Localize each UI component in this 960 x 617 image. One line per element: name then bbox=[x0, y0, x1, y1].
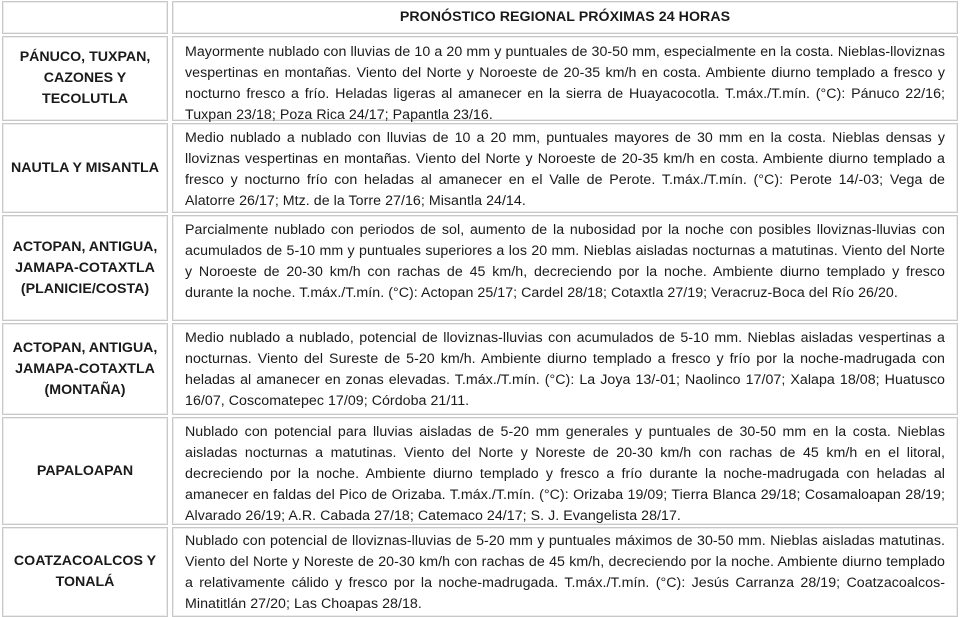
region-label: PAPALOAPAN bbox=[2, 417, 168, 525]
forecast-text: Mayormente nublado con lluvias de 10 a 20 mm y puntuales de 30-50 mm, especialmente en la costa. Nieblas-lloviznas vespertinas en montañas. Viento del Norte y Noroeste de 20-35 km/h en costa. Ambiente diurno templado a fresco y nocturno fresco a frío. Heladas ligeras al amanecer en la sierra de Huayacocotla. T.máx./T.mín. (°C): Pánuco 22/16; Tuxpan 23/18; Poza Rica 24/17; Papantla 23/16. bbox=[172, 36, 958, 121]
region-label: PÁNUCO, TUXPAN, CAZONES Y TECOLUTLA bbox=[2, 36, 168, 121]
region-label: COATZACOALCOS Y TONALÁ bbox=[2, 527, 168, 617]
header-region-cell bbox=[2, 1, 168, 34]
region-label: ACTOPAN, ANTIGUA, JAMAPA-COTAXTLA (PLANICIE/COSTA) bbox=[2, 215, 168, 321]
region-label: ACTOPAN, ANTIGUA, JAMAPA-COTAXTLA (MONTAÑA) bbox=[2, 323, 168, 415]
forecast-text: Nublado con potencial para lluvias aisladas de 5-20 mm generales y puntuales de 30-50 mm en la costa. Nieblas aisladas nocturnas a matutinas. Viento del Norte y Noreste de 20-30 km/h con rachas de 45 km/h en el litoral, decreciendo por la noche. Ambiente diurno templado y fresco a frío durante la noche-madrugada con heladas al amanecer en faldas del Pico de Orizaba. T.máx./T.mín. (°C): Orizaba 19/09; Tierra Blanca 29/18; Cosamaloapan 28/19; Alvarado 26/19; A.R. Cabada 27/18; Catemaco 24/17; S. J. Evangelista 28/17. bbox=[172, 417, 958, 525]
table-title: PRONÓSTICO REGIONAL PRÓXIMAS 24 HORAS bbox=[172, 1, 958, 34]
region-label: NAUTLA Y MISANTLA bbox=[2, 123, 168, 213]
forecast-text: Medio nublado a nublado con lluvias de 10 a 20 mm, puntuales mayores de 30 mm en la costa. Nieblas densas y lloviznas vespertinas en montañas. Viento del Norte y Noroeste de 20-35 km/h en costa. Ambiente diurno templado a fresco y nocturno frío con heladas al amanecer en el Valle de Perote. T.máx./T.mín. (°C): Perote 14/-03; Vega de Alatorre 26/17; Mtz. de la Torre 27/16; Misantla 24/14. bbox=[172, 123, 958, 213]
forecast-text: Parcialmente nublado con periodos de sol, aumento de la nubosidad por la noche con posibles lloviznas-lluvias con acumulados de 5-10 mm y puntuales superiores a los 20 mm. Nieblas aisladas nocturnas a matutinas. Viento del Norte y Noroeste de 20-30 km/h con rachas de 45 km/h, decreciendo por la noche. Ambiente diurno templado y fresco durante la noche. T.máx./T.mín. (°C): Actopan 25/17; Cardel 28/18; Cotaxtla 27/19; Veracruz-Boca del Río 26/20. bbox=[172, 215, 958, 321]
forecast-text: Medio nublado a nublado, potencial de lloviznas-lluvias con acumulados de 5-10 mm. Nieblas aisladas vespertinas a nocturnas. Viento del Sureste de 5-20 km/h. Ambiente diurno templado a fresco y frío por la noche-madrugada con heladas al amanecer en zonas elevadas. T.máx./T.mín. (°C): La Joya 13/-01; Naolinco 17/07; Xalapa 18/08; Huatusco 16/07, Coscomatepec 17/09; Córdoba 21/11. bbox=[172, 323, 958, 415]
forecast-text: Nublado con potencial de lloviznas-lluvias de 5-20 mm y puntuales máximos de 30-50 mm. Nieblas aisladas matutinas. Viento del Norte y Noreste de 20-30 km/h con rachas de 45 km/h, decreciendo por la noche. Ambiente diurno templado a relativamente cálido y fresco por la noche-madrugada. T.máx./T.mín. (°C): Jesús Carranza 28/19; Coatzacoalcos-Minatitlán 27/20; Las Choapas 28/18. bbox=[172, 527, 958, 617]
